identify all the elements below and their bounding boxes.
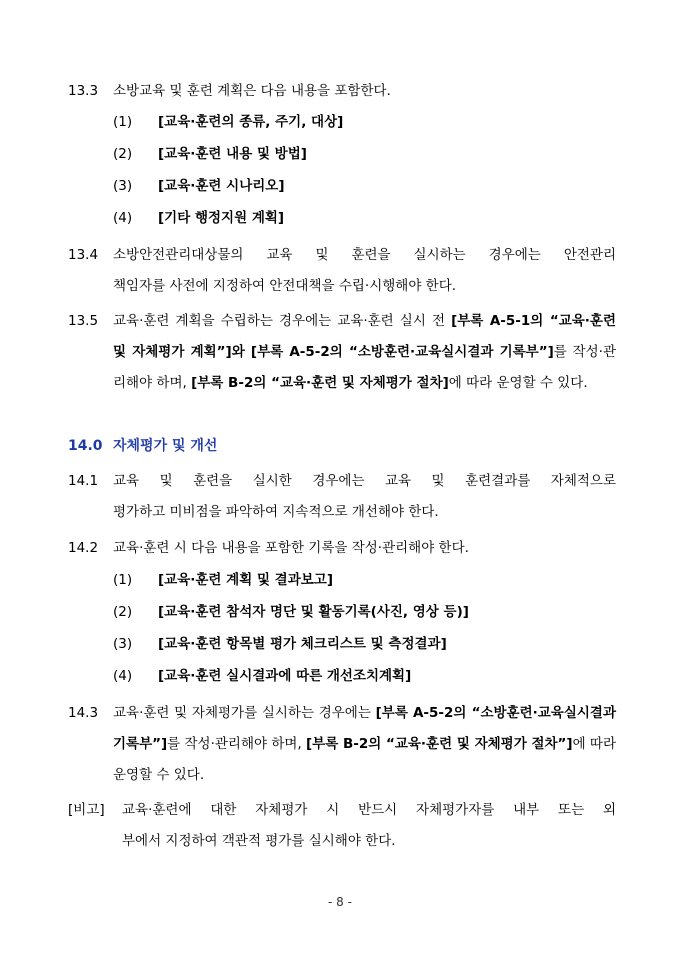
remark-text bbox=[122, 795, 616, 857]
appendix-reference: [부록 A-5-2의 “소방훈련·교육실시결과 기록부”] bbox=[113, 705, 616, 752]
list-item bbox=[113, 664, 411, 688]
item-number: (4) bbox=[113, 668, 133, 684]
text-run: 를 작성·관리해야 하며, bbox=[113, 344, 616, 391]
item-number: (1) bbox=[113, 572, 133, 588]
list-item bbox=[113, 568, 333, 592]
clause-line: 책임자를 사전에 지정하여 안전대책을 수립·시행해야 한다. bbox=[113, 278, 457, 294]
appendix-reference: [부록 B-2의 “교육·훈련 및 자체평가 절차”] bbox=[306, 736, 573, 752]
item-text: [교육·훈련의 종류, 주기, 대상] bbox=[158, 114, 344, 130]
clause-14-3 bbox=[68, 698, 616, 791]
page-number: - 8 - bbox=[328, 895, 352, 909]
clause-number: 13.4 bbox=[68, 247, 99, 263]
list-item bbox=[113, 110, 343, 134]
text-run: 를 작성·관리해야 하며, bbox=[167, 736, 306, 752]
item-number: (2) bbox=[113, 146, 133, 162]
item-text: [교육·훈련 내용 및 방법] bbox=[158, 146, 307, 162]
clause-14-1 bbox=[68, 466, 616, 528]
section-number: 14.0 bbox=[68, 438, 103, 454]
list-item bbox=[113, 632, 447, 656]
clause-text bbox=[113, 698, 616, 791]
clause-line: 교육 및 훈련을 실시한 경우에는 교육 및 훈련결과를 자체적으로 bbox=[113, 473, 616, 489]
list-item bbox=[113, 600, 469, 624]
appendix-reference: [부록 B-2의 “교육·훈련 및 자체평가 절차] bbox=[191, 375, 449, 391]
remark-tag: [비고] bbox=[68, 802, 105, 818]
item-number: (1) bbox=[113, 114, 133, 130]
clause-text bbox=[113, 466, 616, 528]
clause-number: 14.1 bbox=[68, 473, 99, 489]
clause-13-5 bbox=[68, 306, 616, 399]
item-number: (4) bbox=[113, 210, 133, 226]
item-text: [교육·훈련 항목별 평가 체크리스트 및 측정결과] bbox=[158, 636, 447, 652]
clause-number: 13.5 bbox=[68, 313, 99, 329]
list-item bbox=[113, 174, 285, 198]
item-number: (3) bbox=[113, 178, 133, 194]
clause-text bbox=[113, 240, 616, 302]
section-heading-14 bbox=[68, 434, 217, 458]
text-run: 에 따라 운영할 수 있다. bbox=[448, 375, 588, 391]
item-number: (2) bbox=[113, 604, 133, 620]
text-run: 교육·훈련 계획을 수립하는 경우에는 교육·훈련 실시 전 bbox=[113, 313, 452, 329]
clause-number: 14.3 bbox=[68, 705, 99, 721]
remark-note bbox=[68, 795, 616, 857]
clause-line: 평가하고 미비점을 파악하여 지속적으로 개선해야 한다. bbox=[113, 504, 439, 520]
text-run: 에 따라 운영할 수 있다. bbox=[113, 736, 616, 783]
clause-text: 교육·훈련 시 다음 내용을 포함한 기록을 작성·관리해야 한다. bbox=[113, 540, 469, 556]
remark-line: 부에서 지정하여 객관적 평가를 실시해야 한다. bbox=[122, 833, 396, 849]
clause-number: 13.3 bbox=[68, 83, 99, 99]
section-title: 자체평가 및 개선 bbox=[113, 438, 218, 454]
text-run: 교육·훈련 및 자체평가를 실시하는 경우에는 bbox=[113, 705, 376, 721]
clause-line: 소방안전관리대상물의 교육 및 훈련을 실시하는 경우에는 안전관리 bbox=[113, 247, 616, 263]
appendix-reference: [부록 A-5-1의 “교육·훈련 및 자체평가 계획”]와 [부록 A-5-2의 “소방훈련·교육실시결과 기록부”] bbox=[113, 313, 616, 360]
item-text: [교육·훈련 계획 및 결과보고] bbox=[158, 572, 334, 588]
clause-number: 14.2 bbox=[68, 540, 99, 556]
clause-14-2 bbox=[68, 533, 616, 564]
list-item bbox=[113, 142, 307, 166]
clause-13-4 bbox=[68, 240, 616, 302]
item-text: [교육·훈련 실시결과에 따른 개선조치계획] bbox=[158, 668, 412, 684]
list-item bbox=[113, 206, 284, 230]
clause-text: 소방교육 및 훈련 계획은 다음 내용을 포함한다. bbox=[113, 83, 391, 99]
item-text: [교육·훈련 참석자 명단 및 활동기록(사진, 영상 등)] bbox=[158, 604, 469, 620]
item-text: [교육·훈련 시나리오] bbox=[158, 178, 285, 194]
clause-text bbox=[113, 306, 616, 399]
item-number: (3) bbox=[113, 636, 133, 652]
remark-line: 교육·훈련에 대한 자체평가 시 반드시 자체평가자를 내부 또는 외 bbox=[122, 802, 616, 818]
clause-13-3 bbox=[68, 76, 616, 107]
item-text: [기타 행정지원 계획] bbox=[158, 210, 285, 226]
